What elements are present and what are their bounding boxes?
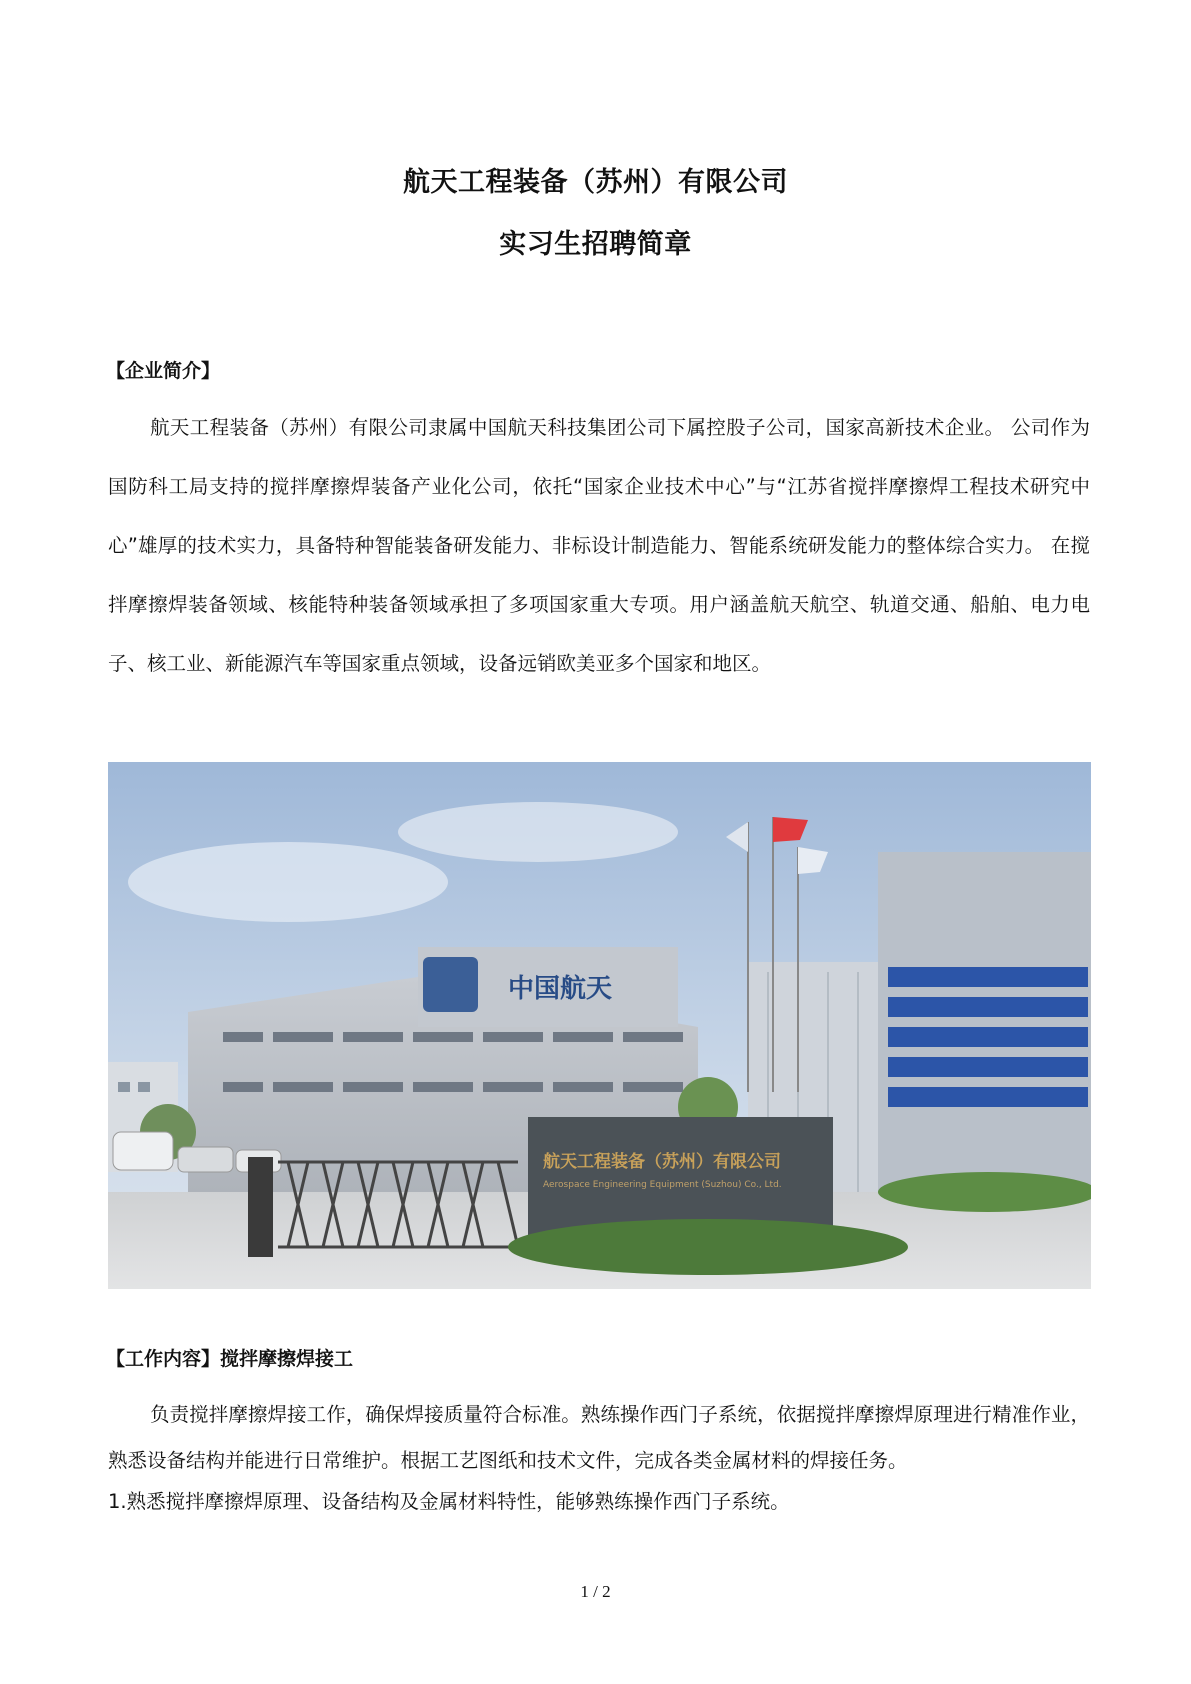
job-requirement-item: 1.熟悉搅拌摩擦焊原理、设备结构及金属材料特性，能够熟练操作西门子系统。 xyxy=(108,1490,790,1513)
company-building-photo xyxy=(108,762,1091,1289)
page-number: 1 / 2 xyxy=(580,1582,611,1601)
section-heading-company-intro: 【企业简介】 xyxy=(106,360,221,382)
document-title: 航天工程装备（苏州）有限公司 xyxy=(403,167,788,198)
section-heading-job-content: 【工作内容】搅拌摩擦焊接工 xyxy=(106,1348,354,1370)
company-intro-paragraph: 航天工程装备（苏州）有限公司隶属中国航天科技集团公司下属控股子公司，国家高新技术企业。 公司作为国防科工局支持的搅拌摩擦焊装备产业化公司，依托“国家企业技术中心”与“江苏省搅拌摩擦焊工程技术研究中心”雄厚的技术实力，具备特种智能装备研发能力、非标设计制造能力、智能系统研发能力的整体综合实力。 在搅拌摩擦焊装备领域、核能特种装备领域承担了多项国家重大专项。用户涵盖航天航空、轨道交通、船舶、电力电子、核工业、新能源汽车等国家重点领域，设备远销欧美亚多个国家和地区。 xyxy=(108,416,1090,675)
document-subtitle: 实习生招聘简章 xyxy=(499,229,692,260)
building-sign-text: 中国航天 xyxy=(508,974,613,1004)
wall-sign-english: Aerospace Engineering Equipment (Suzhou) Co., Ltd. xyxy=(543,1180,782,1190)
wall-sign-text: 航天工程装备（苏州）有限公司 xyxy=(543,1152,781,1172)
job-content-paragraph: 负责搅拌摩擦焊接工作，确保焊接质量符合标准。熟练操作西门子系统，依据搅拌摩擦焊原理进行精准作业，熟悉设备结构并能进行日常维护。根据工艺图纸和技术文件，完成各类金属材料的焊接任务。 xyxy=(108,1403,1090,1472)
